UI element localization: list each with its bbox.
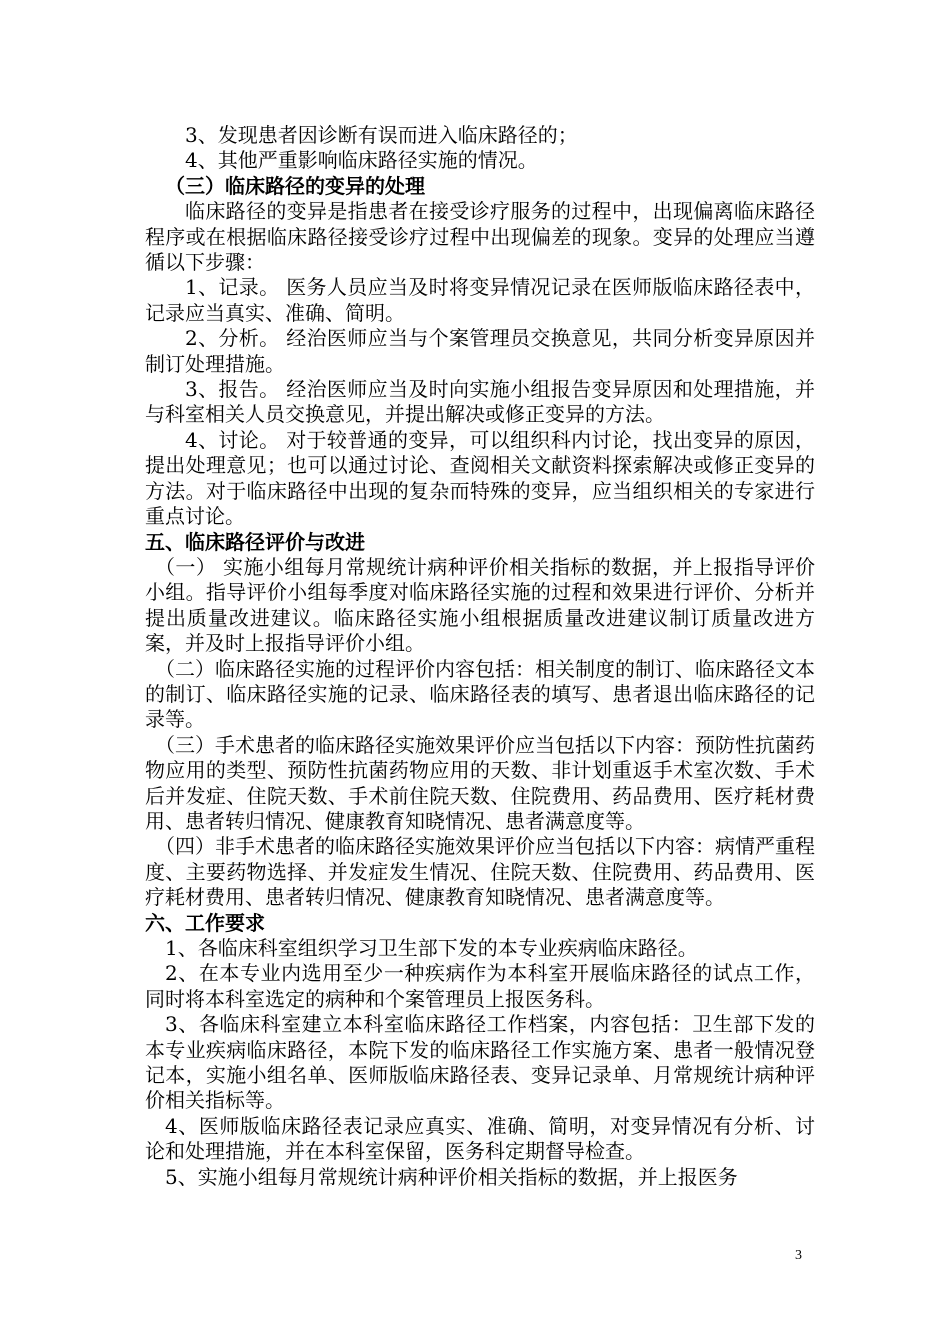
paragraph: 1、记录。 医务人员应当及时将变异情况记录在医师版临床路径表中，记录应当真实、准确、简明。 [145, 275, 815, 325]
paragraph: 3、各临床科室建立本科室临床路径工作档案，内容包括：卫生部下发的本专业疾病临床路径，本院下发的临床路径工作实施方案、患者一般情况登记本，实施小组名单、医师版临床路径表、变异记录单、月常规统计病种评价相关指标等。 [145, 1012, 815, 1113]
paragraph: 4、讨论。 对于较普通的变异，可以组织科内讨论，找出变异的原因，提出处理意见；也可以通过讨论、查阅相关文献资料探索解决或修正变异的方法。对于临床路径中出现的复杂而特殊的变异，应当组织相关的专家进行重点讨论。 [145, 427, 815, 529]
paragraph: 3、报告。 经治医师应当及时向实施小组报告变异原因和处理措施，并与科室相关人员交换意见，并提出解决或修正变异的方法。 [145, 377, 815, 427]
paragraph: （三）手术患者的临床路径实施效果评价应当包括以下内容：预防性抗菌药物应用的类型、预防性抗菌药物应用的天数、非计划重返手术室次数、手术后并发症、住院天数、手术前住院天数、住院费用、药品费用、医疗耗材费用、患者转归情况、健康教育知晓情况、患者满意度等。 [145, 732, 815, 833]
paragraph: 临床路径的变异是指患者在接受诊疗服务的过程中，出现偏离临床路径程序或在根据临床路径接受诊疗过程中出现偏差的现象。变异的处理应当遵循以下步骤： [145, 199, 815, 275]
paragraph: 1、各临床科室组织学习卫生部下发的本专业疾病临床路径。 [165, 936, 698, 960]
paragraph: （四）非手术患者的临床路径实施效果评价应当包括以下内容：病情严重程度、主要药物选择、并发症发生情况、住院天数、住院费用、药品费用、医疗耗材费用、患者转归情况、健康教育知晓情况、患者满意度等。 [145, 834, 815, 910]
section-heading: （三）临床路径的变异的处理 [165, 173, 425, 198]
section-heading: 五、临床路径评价与改进 [145, 529, 365, 554]
paragraph: 5、实施小组每月常规统计病种评价相关指标的数据，并上报医务 [165, 1164, 738, 1189]
paragraph: 2、在本专业内选用至少一种疾病作为本科室开展临床路径的试点工作，同时将本科室选定的病种和个案管理员上报医务科。 [145, 961, 815, 1011]
paragraph: （一） 实施小组每月常规统计病种评价相关指标的数据，并上报指导评价小组。指导评价小组每季度对临床路径实施的过程和效果进行评价、分析并提出质量改进建议。临床路径实施小组根据质量改进建议制订质量改进方案，并及时上报指导评价小组。 [145, 554, 815, 656]
section-heading: 六、工作要求 [145, 910, 265, 935]
document-body [145, 123, 815, 1190]
paragraph: （二）临床路径实施的过程评价内容包括：相关制度的制订、临床路径文本的制订、临床路径实施的记录、临床路径表的填写、患者退出临床路径的记录等。 [145, 656, 815, 732]
page-number: 3 [795, 1248, 802, 1263]
paragraph: 2、分析。 经治医师应当与个案管理员交换意见，共同分析变异原因并制订处理措施。 [145, 326, 815, 376]
paragraph: 4、医师版临床路径表记录应真实、准确、简明，对变异情况有分析、讨论和处理措施，并在本科室保留，医务科定期督导检查。 [145, 1113, 815, 1164]
paragraph: 4、其他严重影响临床路径实施的情况。 [185, 148, 538, 173]
paragraph: 3、发现患者因诊断有误而进入临床路径的； [185, 123, 578, 147]
